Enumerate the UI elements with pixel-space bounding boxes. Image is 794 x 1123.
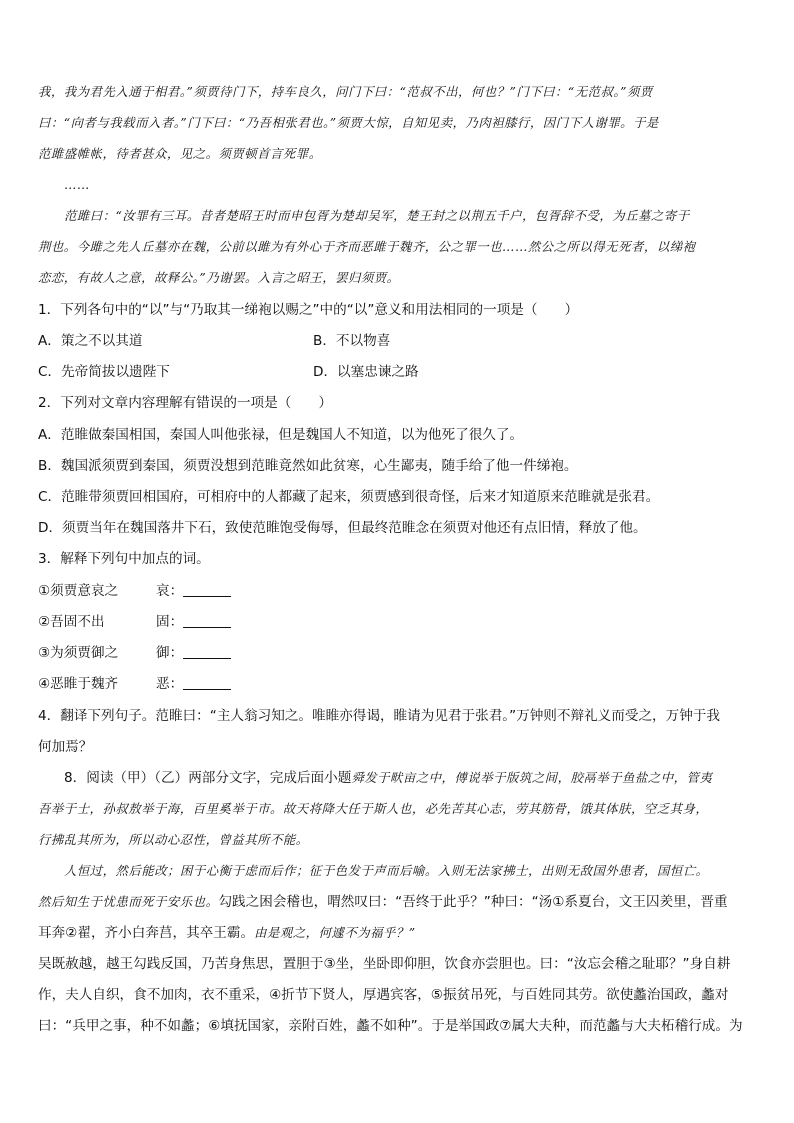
question-1-option-d: D．以塞忠谏之路 <box>313 364 419 380</box>
question-8-line-6 <box>38 923 416 944</box>
question-2-option-c: C．范睢带须贾回相国府，可相府中的人都藏了起来，须贾感到很奇怪，后来才知道原来范睢就是张君。 <box>38 489 660 505</box>
question-3-item-2-word: 固： <box>156 614 184 630</box>
question-1-stem: 1．下列各句中的“以”与“乃取其一绨袍以赐之”中的“以”意义和用法相同的一项是（ ） <box>38 302 579 318</box>
question-8-line-1 <box>64 768 712 789</box>
passage-yi-line-2-kai: 由是观之，何遽不为福乎？” <box>254 925 416 940</box>
question-3-item-3 <box>38 643 231 663</box>
question-8-line-5 <box>38 892 728 913</box>
question-3-item-4-sentence: ④恶睢于魏齐 <box>38 676 119 692</box>
question-3-item-3-sentence: ③为须贾御之 <box>38 645 119 661</box>
question-1-option-b: B．不以物喜 <box>313 333 391 349</box>
question-3-item-3-word: 御： <box>156 645 184 661</box>
passage-line-6: 恋恋，有故人之意，故释公。”乃谢罢。入言之昭王，罢归须贾。 <box>38 270 400 285</box>
question-1-option-c: C．先帝简拔以遗陛下 <box>38 364 170 380</box>
question-2-option-a: A．范睢做秦国相国，秦国人叫他张禄，但是魏国人不知道，以为他死了很久了。 <box>38 427 524 443</box>
passage-yi-line-2: 耳奔②翟，齐小白奔莒，其卒王霸。 <box>38 925 255 941</box>
question-3-stem: 3．解释下列句中加点的词。 <box>38 551 210 567</box>
passage-ellipsis: …… <box>64 177 90 192</box>
answer-blank-1[interactable] <box>183 582 231 597</box>
question-4-line-2: 何加焉？ <box>38 739 93 755</box>
question-3-item-1-sentence: ①须贾意哀之 <box>38 583 119 599</box>
passage-line-4: 范雎曰：“汝罪有三耳。昔者楚昭王时而申包胥为楚却吴军，楚王封之以荆五千户，包胥辞不受，为丘墓之寄于 <box>64 208 690 223</box>
question-3-item-2 <box>38 612 231 632</box>
passage-line-2: 曰：“向者与我载而入者。”门下曰：“乃吾相张君也。”须贾大惊，自知见卖，乃肉袒膝行，因门下人谢罪。于是 <box>38 115 659 130</box>
passage-jia-line-3: 行拂乱其所为，所以动心忍性，曾益其所不能。 <box>38 832 309 847</box>
question-1-options-row-1 <box>38 331 758 351</box>
question-2-option-b: B．魏国派须贾到秦国，须贾没想到范睢竟然如此贫寒，心生鄙夷，随手给了他一件绨袍。 <box>38 458 578 474</box>
question-3-item-1-word: 哀： <box>156 583 184 599</box>
question-4-line-1: 4．翻译下列句子。范睢曰：“主人翁习知之。唯睢亦得谒，睢请为见君于张君。”万钟则不辩礼义而受之，万钟于我 <box>38 708 721 724</box>
question-1-option-a: A．策之不以其道 <box>38 333 143 349</box>
passage-jia-line-1: 舜发于畎亩之中，傅说举于版筑之间，胶鬲举于鱼盐之中，管夷 <box>351 770 713 785</box>
passage-line-5: 荆也。今雎之先人丘墓亦在魏，公前以雎为有外心于齐而恶雎于魏齐，公之罪一也……然公之所以得无死者，以绨袍 <box>38 239 696 254</box>
question-3-item-2-sentence: ②吾固不出 <box>38 614 105 630</box>
question-8-stem: 8．阅读（甲）（乙）两部分文字，完成后面小题 <box>64 770 352 786</box>
passage-yi-line-4: 作，夫人自织，食不加肉，衣不重采，④折节下贤人，厚遇宾客，⑤振贫吊死，与百姓同其劳。欲使蠡治国政，蠡对 <box>38 987 729 1003</box>
passage-jia-line-5: 然后知生于忧患而死于安乐也。 <box>38 894 219 909</box>
passage-line-1: 我，我为君先入通于相君。”须贾待门下，持车良久，问门下曰：“范叔不出，何也？”门下曰：“无范叔。”须贾 <box>38 84 653 99</box>
question-1-options-row-2 <box>38 362 758 382</box>
passage-yi-line-1: 勾践之困会稽也，喟然叹曰：“吾终于此乎？”种曰：“汤①系夏台，文王囚羑里，晋重 <box>218 894 728 910</box>
question-3-item-4 <box>38 674 231 694</box>
answer-blank-4[interactable] <box>183 675 231 690</box>
answer-blank-2[interactable] <box>183 613 231 628</box>
passage-jia-line-4: 人恒过，然后能改；困于心衡于虑而后作；征于色发于声而后喻。入则无法家拂士，出则无敌国外患者，国恒亡。 <box>64 863 709 878</box>
passage-line-3: 范雎盛帷帐，待者甚众，见之。须贾顿首言死罪。 <box>38 146 322 161</box>
question-2-stem: 2．下列对文章内容理解有错误的一项是（ ） <box>38 395 333 411</box>
passage-yi-line-3: 吴既赦越，越王勾践反国，乃苦身焦思，置胆于③坐，坐卧即仰胆，饮食亦尝胆也。曰：“汝忘会稽之耻耶？”身自耕 <box>38 956 731 972</box>
question-2-option-d: D．须贾当年在魏国落井下石，致使范睢饱受侮辱，但最终范睢念在须贾对他还有点旧情，释放了他。 <box>38 520 647 536</box>
question-3-item-1 <box>38 581 231 601</box>
question-3-item-4-word: 恶： <box>156 676 184 692</box>
passage-jia-line-2: 吾举于士，孙叔敖举于海，百里奚举于市。故天将降大任于斯人也，必先苦其心志，劳其筋骨，饿其体肤，空乏其身， <box>38 801 709 816</box>
answer-blank-3[interactable] <box>183 644 231 659</box>
passage-yi-line-5: 曰：“兵甲之事，种不如蠡；⑥填抚国家，亲附百姓，蠡不如种”。于是举国政⑦属大夫种，而范蠡与大夫柘稽行成。为 <box>38 1018 743 1034</box>
